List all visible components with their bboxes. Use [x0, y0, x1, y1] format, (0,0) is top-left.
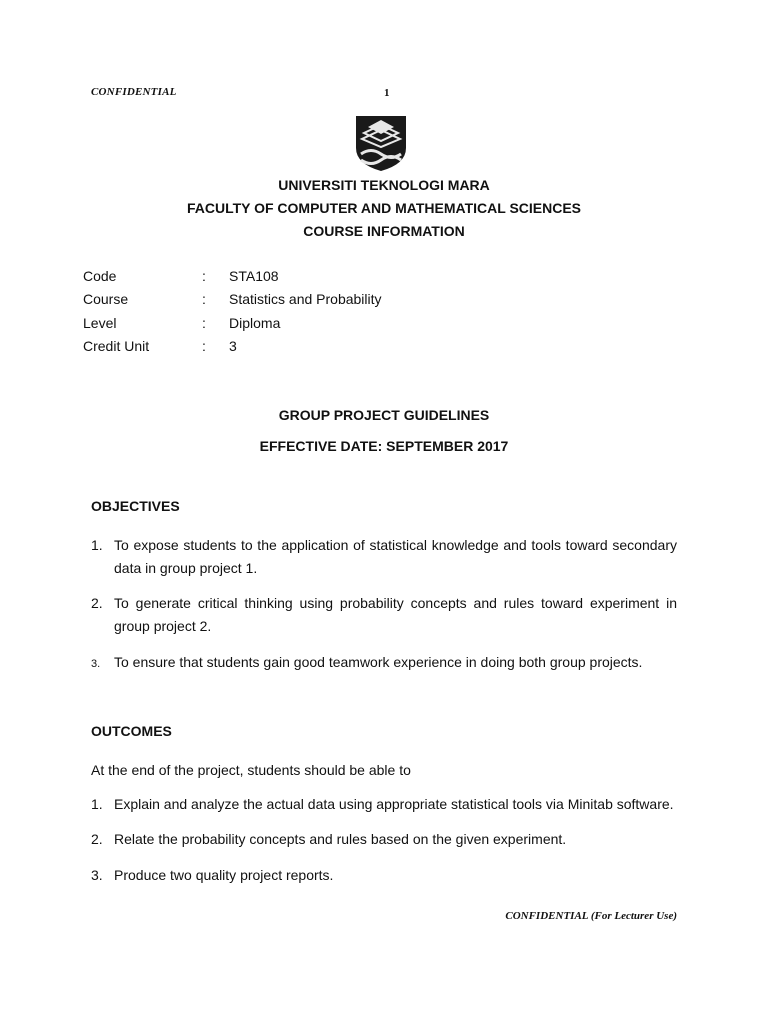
- outcome-item: [91, 864, 677, 887]
- item-number: 2.: [91, 831, 103, 847]
- course-info-row-course: [83, 291, 483, 314]
- university-title: UNIVERSITI TEKNOLOGI MARA: [278, 177, 490, 193]
- objective-item: [91, 592, 677, 638]
- footer-confidential: CONFIDENTIAL (For Lecturer Use): [505, 910, 677, 922]
- header-confidential: CONFIDENTIAL: [91, 86, 177, 98]
- course-info-table: [83, 268, 483, 361]
- item-text: Relate the probability concepts and rules based on the given experiment.: [114, 831, 567, 847]
- page-number: 1: [384, 87, 390, 99]
- info-value: Diploma: [229, 314, 281, 331]
- objective-item: [91, 651, 677, 674]
- info-value: 3: [229, 337, 237, 354]
- guidelines-title: GROUP PROJECT GUIDELINES: [278, 407, 490, 423]
- outcome-item: [91, 793, 691, 816]
- info-value: Statistics and Probability: [229, 291, 382, 308]
- outcomes-heading: OUTCOMES: [91, 723, 172, 739]
- info-label: Course: [83, 291, 129, 308]
- course-info-row-level: [83, 315, 483, 338]
- item-number: 1.: [91, 796, 103, 812]
- item-text: To generate critical thinking using probability concepts and rules toward experiment in group project 2.: [114, 595, 677, 634]
- info-label: Level: [83, 314, 117, 331]
- outcome-item: [91, 828, 677, 851]
- item-number: 1.: [91, 537, 103, 553]
- item-text: Produce two quality project reports.: [114, 867, 334, 883]
- objective-item: [91, 534, 677, 580]
- info-separator: :: [202, 291, 206, 308]
- course-info-row-code: [83, 268, 483, 291]
- info-separator: :: [202, 268, 206, 284]
- info-label: Code: [83, 268, 117, 284]
- item-text: To ensure that students gain good teamwork experience in doing both group projects.: [114, 654, 643, 670]
- course-info-row-credit-unit: [83, 338, 483, 361]
- item-text: Explain and analyze the actual data using appropriate statistical tools via Minitab software.: [114, 796, 674, 812]
- item-number: 3.: [91, 658, 101, 670]
- faculty-title: FACULTY OF COMPUTER AND MATHEMATICAL SCIENCES: [186, 200, 582, 216]
- info-separator: :: [202, 337, 206, 354]
- outcomes-intro: At the end of the project, students should be able to: [91, 762, 411, 778]
- objectives-heading: OBJECTIVES: [91, 498, 180, 514]
- university-logo: [354, 114, 408, 172]
- item-number: 2.: [91, 595, 103, 611]
- info-label: Credit Unit: [83, 337, 150, 354]
- info-value: STA108: [229, 268, 279, 284]
- info-separator: :: [202, 314, 206, 331]
- effective-date: EFFECTIVE DATE: SEPTEMBER 2017: [259, 438, 509, 454]
- course-information-title: COURSE INFORMATION: [303, 223, 465, 239]
- item-text: To expose students to the application of statistical knowledge and tools toward secondary data in group project 1.: [114, 537, 677, 576]
- item-number: 3.: [91, 867, 103, 883]
